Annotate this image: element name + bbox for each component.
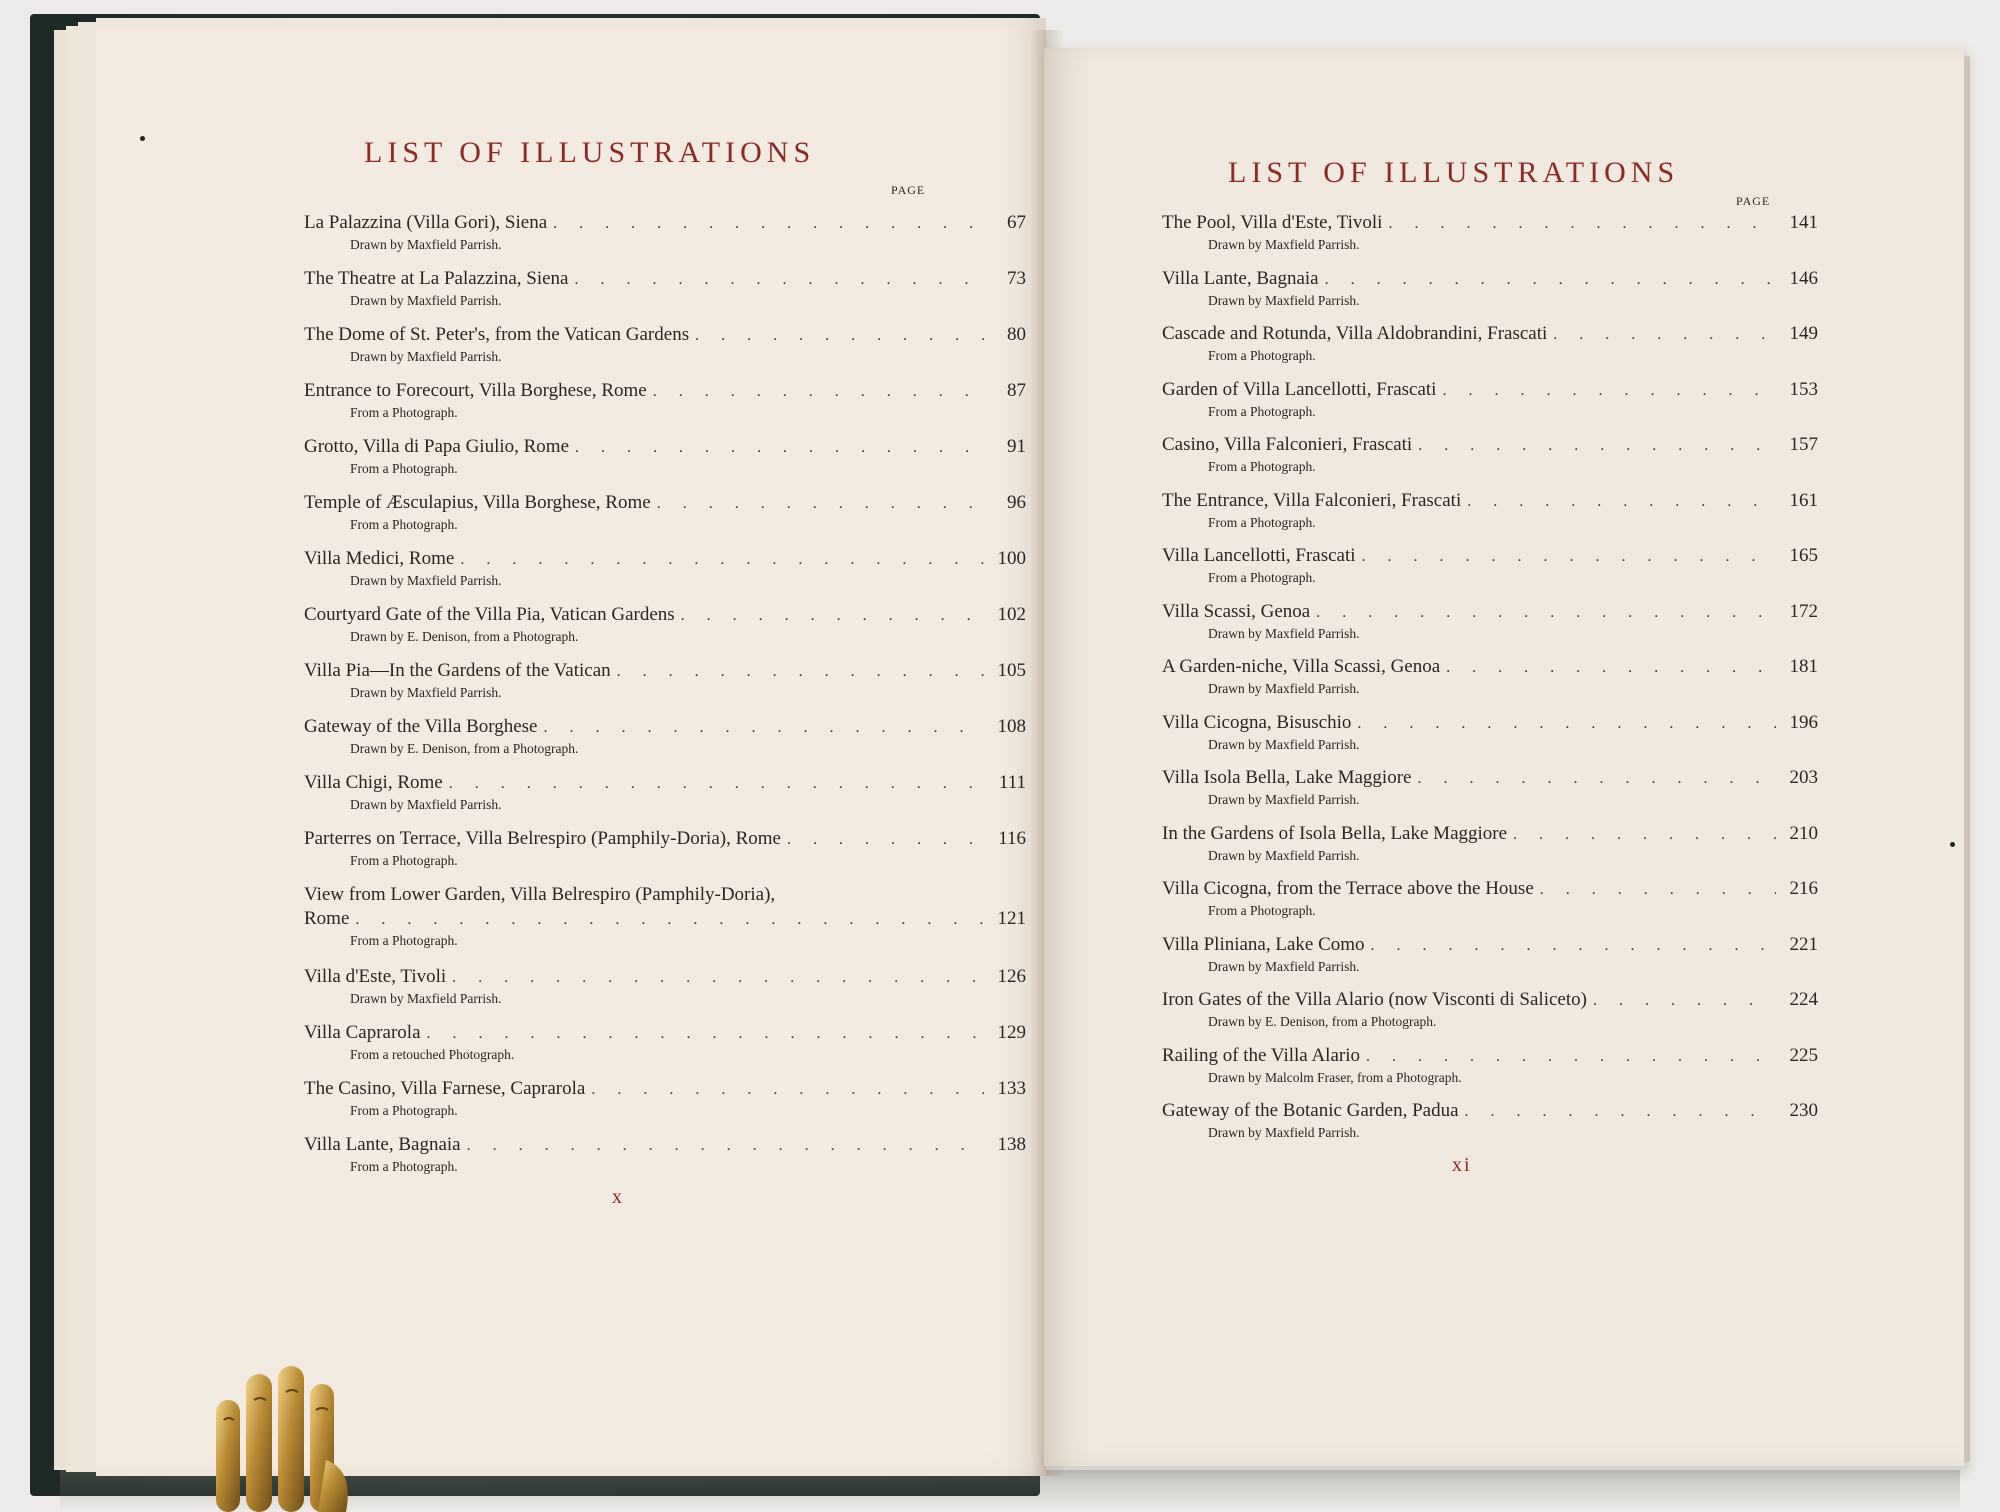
leader-dots (695, 327, 984, 345)
entry-title: La Palazzina (Villa Gori), Siena (304, 212, 548, 233)
illustration-entry (1162, 323, 1818, 367)
entry-credit: Drawn by Malcolm Fraser, from a Photograph. (1208, 1069, 1462, 1085)
entry-page-number: 108 (997, 716, 1026, 737)
entry-title: Villa Lancellotti, Frascati (1162, 545, 1356, 566)
entry-credit: Drawn by Maxfield Parrish. (1208, 292, 1360, 308)
leader-dots (1316, 604, 1776, 622)
entry-title: Villa Lante, Bagnaia (304, 1134, 461, 1155)
leader-dots (1513, 826, 1776, 844)
entry-title: Villa Chigi, Rome (304, 772, 443, 793)
entry-title: Villa Cicogna, Bisuschio (1162, 711, 1352, 733)
leader-dots (1362, 548, 1776, 566)
leader-dots (653, 383, 984, 401)
leader-dots (1371, 937, 1776, 955)
entry-credit: From a Photograph. (1208, 459, 1316, 474)
entry-title: Railing of the Villa Alario (1162, 1044, 1360, 1066)
entry-credit: From a Photograph. (1208, 903, 1316, 918)
dust-speck (1950, 842, 1955, 847)
entry-page-number: 224 (1789, 989, 1818, 1010)
illustration-entry (1162, 823, 1818, 867)
illustration-entry (304, 828, 1026, 872)
entry-credit: Drawn by Maxfield Parrish. (350, 991, 502, 1006)
illustration-entry (1162, 490, 1818, 534)
entry-title: Villa Scassi, Genoa (1162, 600, 1311, 622)
entry-title: Gateway of the Villa Borghese (304, 716, 538, 737)
entry-page-number: 216 (1789, 878, 1818, 899)
leader-dots (1442, 382, 1776, 400)
leader-dots (460, 551, 984, 569)
entry-title: The Dome of St. Peter's, from the Vatican Gardens (304, 324, 690, 345)
entry-title: A Garden-niche, Villa Scassi, Genoa (1162, 656, 1441, 677)
entry-title: Villa Cicogna, from the Terrace above the House (1162, 878, 1534, 899)
entry-page-number: 91 (1007, 436, 1026, 457)
illustration-entry (304, 772, 1026, 816)
entry-title: Villa Lante, Bagnaia (1162, 267, 1319, 289)
entry-credit: Drawn by Maxfield Parrish. (1208, 792, 1360, 807)
entry-page-number: 221 (1789, 933, 1818, 955)
entry-credit: Drawn by Maxfield Parrish. (350, 349, 502, 364)
entry-credit: From a Photograph. (350, 933, 458, 948)
entry-title: Temple of Æsculapius, Villa Borghese, Rome (304, 492, 651, 513)
entry-page-number: 126 (997, 966, 1026, 987)
entry-page-number: 80 (1007, 324, 1026, 345)
illustration-entry (1162, 379, 1818, 423)
entry-title: Entrance to Forecourt, Villa Borghese, Rome (304, 380, 647, 401)
entry-title: The Pool, Villa d'Este, Tivoli (1162, 212, 1383, 233)
illustration-entry (304, 660, 1026, 704)
illustration-entry (1162, 434, 1818, 478)
illustration-entry (304, 1078, 1026, 1122)
left-page-heading: LIST OF ILLUSTRATIONS (364, 136, 816, 169)
illustration-entry (1162, 656, 1818, 700)
entry-page-number: 157 (1789, 434, 1818, 455)
illustration-entry (304, 884, 1026, 948)
illustration-entry (304, 492, 1026, 536)
illustration-entry (1162, 1100, 1818, 1144)
entry-credit: Drawn by E. Denison, from a Photograph. (350, 629, 579, 644)
entry-page-number: 161 (1789, 489, 1818, 511)
entry-title: Iron Gates of the Villa Alario (now Visconti di Saliceto) (1162, 989, 1587, 1010)
leader-dots (1388, 215, 1776, 233)
entry-page-number: 138 (997, 1134, 1026, 1155)
entry-title: Villa Medici, Rome (304, 548, 455, 569)
illustration-entry (1162, 1045, 1818, 1089)
illustration-entry (1162, 712, 1818, 756)
entry-credit: Drawn by E. Denison, from a Photograph. (1208, 1014, 1437, 1029)
entry-credit: Drawn by Maxfield Parrish. (1208, 847, 1360, 863)
leader-dots (1357, 715, 1776, 733)
illustration-entry (304, 324, 1026, 368)
entry-page-number: 116 (998, 828, 1026, 849)
leader-dots (467, 1137, 984, 1155)
entry-title: Cascade and Rotunda, Villa Aldobrandini, Frascati (1162, 323, 1548, 344)
illustration-entry (1162, 934, 1818, 978)
entry-title: Villa Caprarola (304, 1022, 421, 1043)
entry-credit: Drawn by Maxfield Parrish. (1208, 1125, 1360, 1140)
entry-credit: From a Photograph. (350, 853, 458, 868)
leader-dots (1325, 271, 1776, 289)
leader-dots (355, 911, 984, 929)
entry-credit: From a Photograph. (1208, 570, 1316, 585)
brass-hand-holder (206, 1360, 356, 1512)
illustration-entry (1162, 268, 1818, 312)
leader-dots (427, 1025, 984, 1043)
entry-page-number: 141 (1789, 212, 1818, 233)
illustration-entry (304, 268, 1026, 312)
entry-title: In the Gardens of Isola Bella, Lake Maggiore (1162, 822, 1508, 844)
entry-credit: From a Photograph. (1208, 348, 1316, 363)
entry-title: Gateway of the Botanic Garden, Padua (1162, 1100, 1459, 1121)
entry-page-number: 225 (1789, 1044, 1818, 1066)
left-page-folio: x (612, 1186, 624, 1208)
entry-credit: Drawn by Maxfield Parrish. (1208, 237, 1360, 252)
entry-title: Grotto, Villa di Papa Giulio, Rome (304, 436, 570, 457)
entry-title: Garden of Villa Lancellotti, Frascati (1162, 378, 1437, 400)
entry-title: The Casino, Villa Farnese, Caprarola (304, 1078, 586, 1099)
leader-dots (1418, 437, 1776, 455)
right-page-folio: xi (1452, 1154, 1472, 1176)
entry-page-number: 165 (1789, 545, 1818, 566)
leader-dots (449, 775, 984, 793)
entry-page-number: 105 (997, 660, 1026, 681)
entry-title-continued: Rome (304, 908, 350, 929)
leader-dots (1465, 1103, 1776, 1121)
leader-dots (617, 663, 984, 681)
leader-dots (1540, 881, 1776, 899)
illustration-entry (304, 966, 1026, 1010)
entry-page-number: 181 (1789, 656, 1818, 677)
leader-dots (591, 1081, 984, 1099)
entry-credit: Drawn by E. Denison, from a Photograph. (350, 741, 579, 756)
entry-credit: Drawn by Maxfield Parrish. (1208, 625, 1360, 641)
entry-title: The Entrance, Villa Falconieri, Frascati (1162, 489, 1462, 511)
right-page (1044, 48, 1964, 1466)
entry-credit: From a Photograph. (350, 1103, 458, 1118)
left-page (96, 18, 1046, 1476)
entry-title: Villa d'Este, Tivoli (304, 966, 447, 987)
leader-dots (543, 719, 984, 737)
entry-credit: Drawn by Maxfield Parrish. (1208, 681, 1360, 696)
entry-page-number: 129 (997, 1022, 1026, 1043)
entry-credit: Drawn by Maxfield Parrish. (350, 685, 502, 700)
leader-dots (574, 271, 984, 289)
entry-credit: From a retouched Photograph. (350, 1047, 515, 1062)
entry-credit: Drawn by Maxfield Parrish. (350, 237, 502, 252)
illustration-entry (304, 548, 1026, 592)
entry-page-number: 230 (1789, 1100, 1818, 1121)
illustration-entry (304, 380, 1026, 424)
illustration-entry (1162, 545, 1818, 589)
illustration-entry (304, 1022, 1026, 1066)
entry-page-number: 133 (997, 1078, 1026, 1099)
illustration-entry (1162, 601, 1818, 645)
entry-credit: From a Photograph. (1208, 403, 1316, 419)
left-page-col-label: PAGE (891, 183, 926, 197)
illustration-entry (304, 212, 1026, 256)
leader-dots (1366, 1048, 1776, 1066)
leader-dots (1467, 493, 1776, 511)
entry-credit: Drawn by Maxfield Parrish. (350, 573, 502, 588)
illustration-entry (304, 1134, 1026, 1178)
leader-dots (1553, 326, 1776, 344)
entry-credit: Drawn by Maxfield Parrish. (350, 797, 502, 812)
illustration-entry (1162, 878, 1818, 922)
right-page-col-label: PAGE (1736, 194, 1771, 208)
leader-dots (575, 439, 984, 457)
entry-credit: From a Photograph. (1208, 514, 1316, 530)
dust-speck (140, 136, 145, 141)
entry-credit: Drawn by Maxfield Parrish. (1208, 958, 1360, 974)
entry-title: Villa Pliniana, Lake Como (1162, 933, 1365, 955)
illustration-entry (1162, 212, 1818, 256)
entry-page-number: 146 (1789, 267, 1818, 289)
leader-dots (681, 607, 984, 625)
leader-dots (553, 215, 984, 233)
entry-credit: From a Photograph. (350, 461, 458, 476)
entry-page-number: 102 (997, 604, 1026, 625)
illustration-entry (304, 716, 1026, 760)
entry-credit: Drawn by Maxfield Parrish. (350, 293, 502, 308)
entry-page-number: 73 (1007, 268, 1026, 289)
entry-page-number: 111 (998, 772, 1026, 793)
entry-page-number: 96 (1007, 492, 1026, 513)
entry-title: Courtyard Gate of the Villa Pia, Vatican Gardens (304, 604, 675, 625)
entry-page-number: 100 (997, 548, 1026, 569)
entry-title: The Theatre at La Palazzina, Siena (304, 268, 569, 289)
illustration-entry (1162, 989, 1818, 1033)
entry-page-number: 87 (1007, 380, 1026, 401)
entry-page-number: 67 (1007, 212, 1026, 233)
leader-dots (787, 831, 984, 849)
leader-dots (452, 969, 984, 987)
entry-page-number: 203 (1789, 767, 1818, 788)
illustration-entry (304, 436, 1026, 480)
entry-title: Parterres on Terrace, Villa Belrespiro (Pamphily-Doria), Rome (304, 828, 781, 849)
entry-page-number: 149 (1789, 323, 1818, 344)
entry-page-number: 210 (1789, 822, 1818, 844)
right-page-heading: LIST OF ILLUSTRATIONS (1228, 156, 1680, 189)
entry-credit: From a Photograph. (350, 405, 458, 420)
leader-dots (1417, 770, 1776, 788)
entry-title: Villa Pia—In the Gardens of the Vatican (304, 660, 611, 681)
leader-dots (657, 495, 984, 513)
entry-title: View from Lower Garden, Villa Belrespiro (Pamphily-Doria), (304, 884, 776, 905)
entry-title: Villa Isola Bella, Lake Maggiore (1162, 767, 1412, 788)
entry-credit: From a Photograph. (350, 1159, 458, 1174)
entry-credit: From a Photograph. (350, 517, 458, 532)
leader-dots (1593, 992, 1776, 1010)
leader-dots (1446, 659, 1776, 677)
illustration-entry (304, 604, 1026, 648)
illustration-entry (1162, 767, 1818, 811)
entry-page-number: 121 (997, 908, 1026, 929)
entry-credit: Drawn by Maxfield Parrish. (1208, 736, 1360, 752)
entry-page-number: 196 (1789, 711, 1818, 733)
entry-title: Casino, Villa Falconieri, Frascati (1162, 434, 1413, 455)
entry-page-number: 153 (1789, 378, 1818, 400)
entry-page-number: 172 (1789, 600, 1818, 622)
